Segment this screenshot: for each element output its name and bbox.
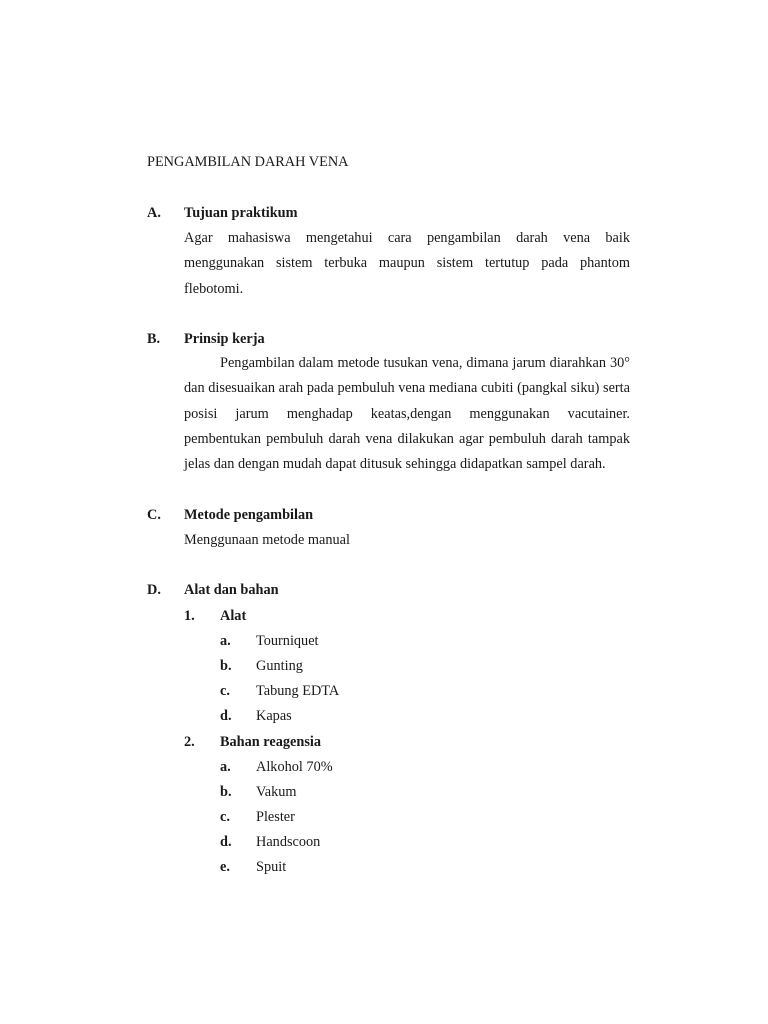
section-b-letter: B.: [147, 331, 161, 347]
list-item-letter: d.: [220, 708, 232, 724]
group-1-label: Alat: [220, 608, 247, 624]
section-b-body: Pengambilan dalam metode tusukan vena, dimana jarum diarahkan 30° dan disesuaikan arah pada pembuluh vena mediana cubiti (pangkal siku) serta posisi jarum menghadap keatas,dengan menggunakan vacutainer. pembentukan pembuluh darah vena dilakukan agar pembuluh darah tampak jelas dan dengan mudah dapat ditusuk sehingga didapatkan sampel darah.: [184, 355, 630, 473]
list-item-letter: b.: [220, 658, 232, 674]
section-d-letter: D.: [147, 582, 161, 598]
section-c-body: Menggunaan metode manual: [184, 532, 350, 548]
list-item: Handscoon: [256, 834, 321, 850]
group-1-number: 1.: [184, 608, 195, 624]
list-item: Tabung EDTA: [256, 683, 340, 699]
section-a-body: Agar mahasiswa mengetahui cara pengambilan darah vena baik menggunakan sistem terbuka maupun sistem tertutup pada phantom flebotomi.: [184, 230, 630, 297]
list-item: Kapas: [256, 708, 292, 724]
list-item: Gunting: [256, 658, 303, 674]
section-d-heading: Alat dan bahan: [184, 582, 279, 598]
list-item-letter: c.: [220, 683, 230, 699]
list-item-letter: a.: [220, 759, 231, 775]
section-a-heading: Tujuan praktikum: [184, 205, 298, 221]
section-a-letter: A.: [147, 205, 161, 221]
list-item-letter: e.: [220, 859, 230, 875]
list-item-letter: c.: [220, 809, 230, 825]
list-item-letter: a.: [220, 633, 231, 649]
section-b-heading: Prinsip kerja: [184, 331, 265, 347]
list-item: Alkohol 70%: [256, 759, 333, 775]
group-2-label: Bahan reagensia: [220, 734, 322, 750]
list-item: Vakum: [256, 784, 297, 800]
list-item-letter: b.: [220, 784, 232, 800]
section-c-letter: C.: [147, 507, 161, 523]
list-item: Plester: [256, 809, 295, 825]
document-title: PENGAMBILAN DARAH VENA: [147, 154, 349, 170]
group-2-number: 2.: [184, 734, 195, 750]
list-item: Tourniquet: [256, 633, 319, 649]
list-item-letter: d.: [220, 834, 232, 850]
section-c-heading: Metode pengambilan: [184, 507, 314, 523]
list-item: Spuit: [256, 859, 287, 875]
